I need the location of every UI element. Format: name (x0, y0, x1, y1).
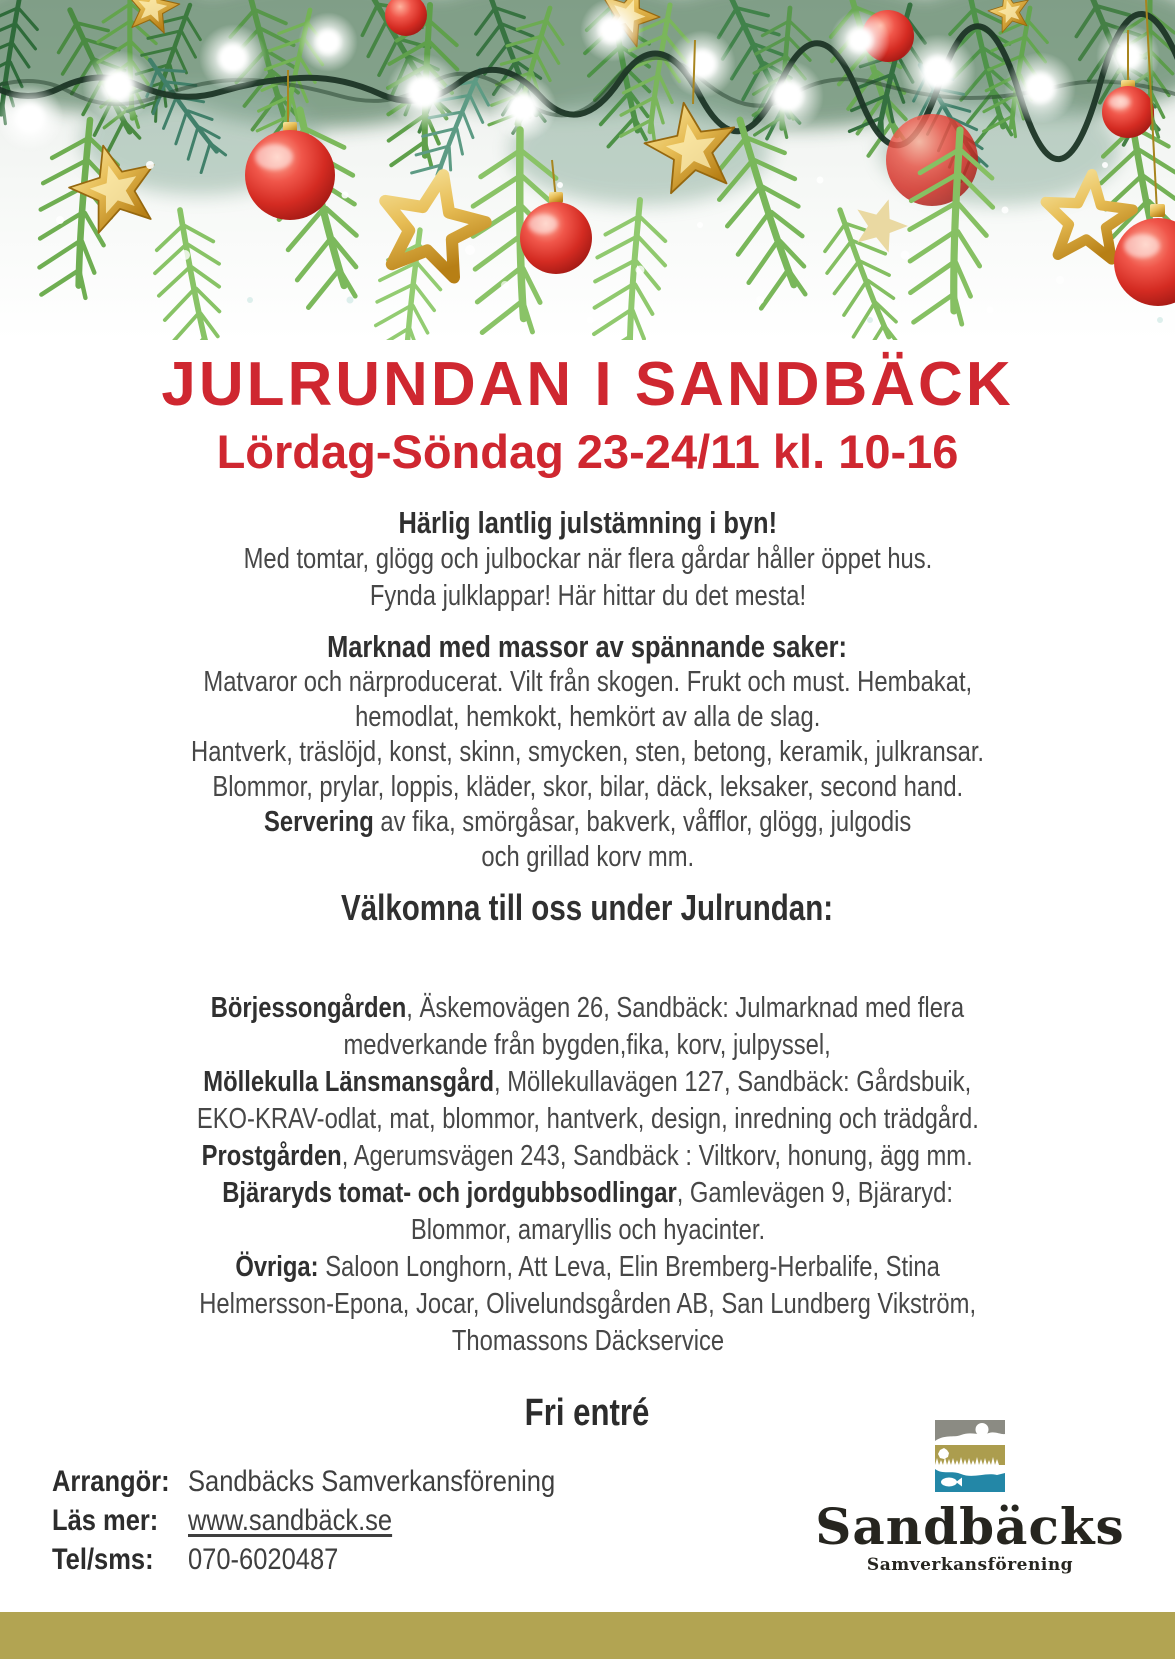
bottom-gold-bar (0, 1612, 1175, 1659)
contact-label: Läs mer: (52, 1504, 159, 1537)
page-subtitle: Lördag-Söndag 23-24/11 kl. 10-16 (216, 425, 959, 478)
venue-line: Thomassons Däckservice (451, 1325, 724, 1357)
venue-line: medverkande från bygden,fika, korv, julpyssel, (343, 1029, 832, 1061)
logo-band-water (935, 1469, 1005, 1492)
contact-row-arranger (52, 1462, 555, 1501)
venue-line: Bjäraryds tomat- och jordgubbsodlingar, Gamlevägen 9, Bjäraryd: (222, 1177, 953, 1209)
contact-row-website (52, 1501, 555, 1540)
venue-line: Prostgården, Agerumsvägen 243, Sandbäck : Viltkorv, honung, ägg mm. (201, 1140, 974, 1172)
market-line: och grillad korv mm. (481, 841, 694, 873)
christmas-garland-decoration (0, 0, 1175, 340)
serving-label: Servering (263, 806, 374, 838)
free-entry-text: Fri entré (525, 1392, 650, 1434)
contact-label: Arrangör: (52, 1465, 170, 1498)
contact-row-phone (52, 1540, 555, 1579)
market-heading: Marknad med massor av spännande saker: (327, 629, 848, 664)
contact-label: Tel/sms: (52, 1543, 154, 1576)
intro-line: Fynda julklappar! Här hittar du det mesta! (369, 580, 806, 612)
logo-band-forest (935, 1420, 1005, 1441)
venue-line: Möllekulla Länsmansgård, Möllekullavägen 127, Sandbäck: Gårdsbuik, (203, 1066, 972, 1098)
phone-number: 070-6020487 (188, 1543, 339, 1576)
venue-line: Övriga: Saloon Longhorn, Att Leva, Elin Bremberg-Herbalife, Stina (235, 1251, 940, 1283)
venue-line: Blommor, amaryllis och hyacinter. (410, 1214, 765, 1246)
venue-line: Helmersson-Epona, Jocar, Olivelundsgården AB, San Lundberg Vikström, (199, 1288, 976, 1320)
contact-block (52, 1462, 555, 1579)
logo-band-meadow (935, 1445, 1005, 1465)
page-title: JULRUNDAN I SANDBÄCK (161, 350, 1014, 419)
venue-line: Börjessongården, Äskemovägen 26, Sandbäck: Julmarknad med flera (210, 992, 965, 1024)
venue-line: EKO-KRAV-odlat, mat, blommor, hantverk, design, inredning och trädgård. (196, 1103, 979, 1135)
market-serving-line (264, 805, 911, 840)
sandbacks-logo-icon (934, 1420, 1006, 1494)
serving-rest: av fika, smörgåsar, bakverk, våfflor, glögg, julgodis (373, 806, 912, 838)
market-line: Blommor, prylar, loppis, kläder, skor, bilar, däck, leksaker, second hand. (212, 771, 963, 803)
market-line: Hantverk, träslöjd, konst, skinn, smycken, sten, betong, keramik, julkransar. (190, 736, 984, 768)
intro-heading: Härlig lantlig julstämning i byn! (398, 505, 777, 540)
venue-list (0, 990, 1175, 1360)
organizer-name: Sandbäcks Samverkansförening (188, 1465, 556, 1498)
logo-wordmark: Sandbäcks (815, 1497, 1125, 1556)
sandbacks-logo (800, 1420, 1140, 1575)
intro-line: Med tomtar, glögg och julbockar när flera gårdar håller öppet hus. (243, 543, 932, 575)
market-line: hemodlat, hemkokt, hemkört av alla de slag. (354, 701, 821, 733)
logo-subtitle: Samverkansförening (866, 1555, 1074, 1575)
venues-heading: Välkomna till oss under Julrundan: (341, 887, 834, 928)
website-link[interactable]: www.sandbäck.se (188, 1504, 393, 1537)
market-line: Matvaror och närproducerat. Vilt från skogen. Frukt och must. Hembakat, (203, 666, 972, 698)
